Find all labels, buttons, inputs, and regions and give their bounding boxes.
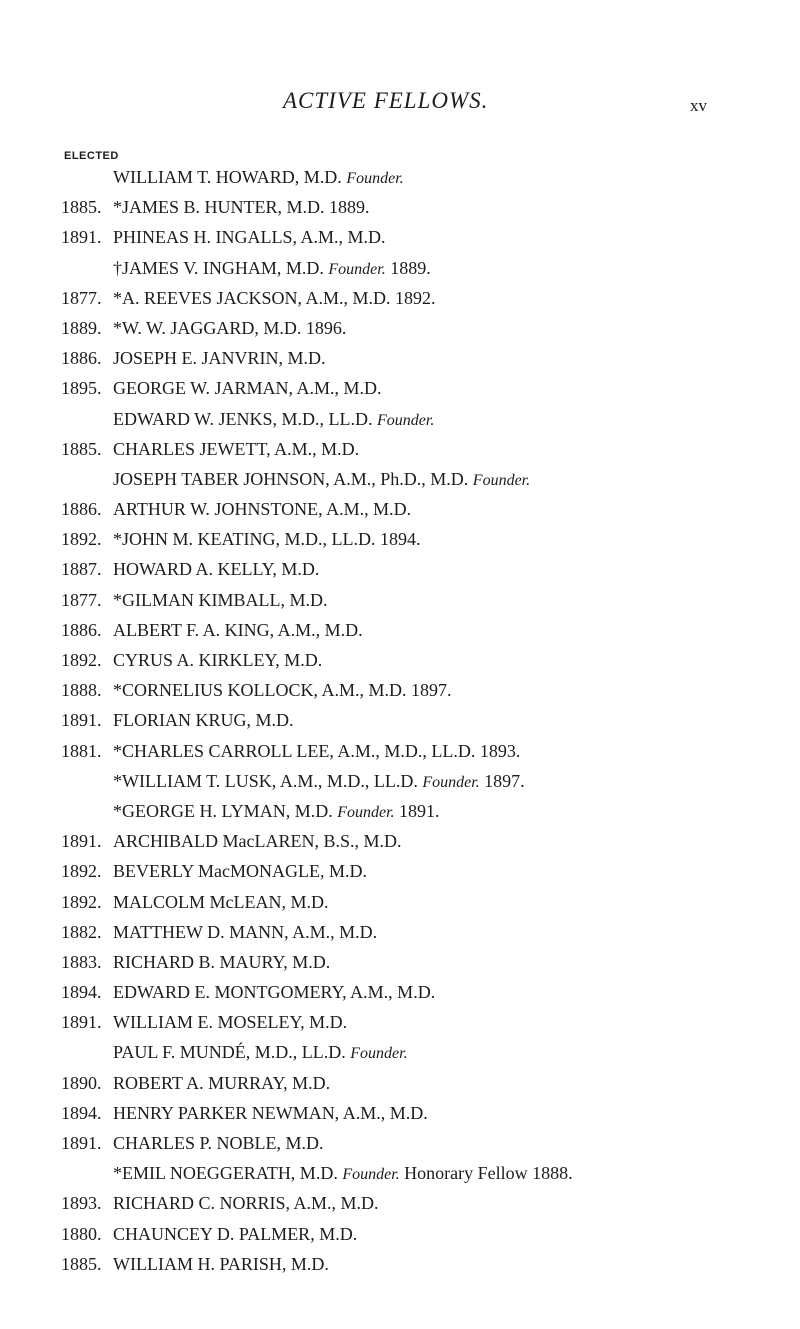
founder-note: Founder. (422, 773, 480, 791)
list-item (0, 404, 800, 434)
fellow-name: CHAUNCEY D. PALMER, M.D. (113, 1223, 358, 1244)
fellow-name: HOWARD A. KELLY, M.D. (113, 559, 320, 580)
fellow-entry (113, 887, 329, 917)
fellow-name: *GILMAN KIMBALL, M.D. (113, 589, 328, 610)
fellow-entry (113, 947, 330, 977)
list-item (0, 887, 800, 917)
elected-year: 1891. (61, 227, 102, 248)
fellow-entry (113, 705, 294, 735)
fellow-name: WILLIAM E. MOSELEY, M.D. (113, 1012, 348, 1033)
founder-note: Founder. (346, 170, 404, 187)
fellow-name: *JOHN M. KEATING, M.D., LL.D. 1894. (113, 529, 421, 550)
elected-year: 1892. (61, 861, 102, 882)
fellow-name: *JAMES B. HUNTER, M.D. 1889. (113, 197, 370, 218)
fellow-name: ARCHIBALD MacLAREN, B.S., M.D. (113, 831, 402, 852)
founder-note: Founder. (342, 1166, 400, 1184)
list-item (0, 645, 800, 675)
elected-year: 1885. (61, 197, 102, 218)
list-item (0, 554, 800, 584)
fellow-entry (113, 524, 421, 554)
fellow-entry (113, 162, 404, 194)
fellow-entry (113, 1128, 324, 1158)
fellow-name: PAUL F. MUNDÉ, M.D., LL.D. (113, 1042, 346, 1063)
fellow-entry (113, 313, 346, 343)
fellow-entry (113, 645, 322, 675)
fellow-name: JOSEPH TABER JOHNSON, A.M., Ph.D., M.D. (113, 468, 469, 489)
fellow-name: *CHARLES CARROLL LEE, A.M., M.D., LL.D. 1893. (113, 740, 521, 761)
fellow-name: RICHARD C. NORRIS, A.M., M.D. (113, 1193, 379, 1214)
fellow-entry (113, 796, 440, 828)
elected-column-label: ELECTED (64, 150, 119, 162)
founder-note: Founder. (350, 1045, 408, 1063)
elected-year: 1882. (61, 921, 102, 942)
elected-year: 1895. (61, 378, 102, 399)
fellow-entry (113, 856, 367, 886)
list-item (0, 1037, 800, 1067)
fellow-name: GEORGE W. JARMAN, A.M., M.D. (113, 378, 382, 399)
elected-year: 1888. (61, 680, 102, 701)
list-item (0, 856, 800, 886)
elected-year: 1891. (61, 1012, 102, 1033)
fellow-entry (113, 343, 326, 373)
fellow-name: WILLIAM T. HOWARD, M.D. (113, 167, 342, 187)
death-or-honor-note: 1897. (484, 770, 525, 791)
fellow-entry (113, 977, 435, 1007)
fellow-entry (113, 917, 377, 947)
fellow-name: ROBERT A. MURRAY, M.D. (113, 1072, 331, 1093)
fellow-entry (113, 1219, 357, 1249)
fellow-entry (113, 1249, 329, 1279)
fellow-entry (113, 192, 370, 222)
fellow-entry (113, 283, 436, 313)
running-title: ACTIVE FELLOWS. (283, 88, 489, 113)
list-item (0, 585, 800, 615)
death-or-honor-note: 1889. (390, 257, 431, 278)
list-item (0, 736, 800, 766)
list-item (0, 826, 800, 856)
list-item (0, 796, 800, 826)
list-item (0, 675, 800, 705)
founder-note: Founder. (377, 411, 435, 429)
fellow-entry (113, 736, 520, 766)
fellow-name: ARTHUR W. JOHNSTONE, A.M., M.D. (113, 499, 412, 520)
elected-year: 1877. (61, 589, 102, 610)
fellow-name: ALBERT F. A. KING, A.M., M.D. (113, 619, 363, 640)
fellow-name: *WILLIAM T. LUSK, A.M., M.D., LL.D. (113, 770, 418, 791)
fellow-name: PHINEAS H. INGALLS, A.M., M.D. (113, 227, 386, 248)
fellow-name: MATTHEW D. MANN, A.M., M.D. (113, 921, 378, 942)
fellow-name: CHARLES P. NOBLE, M.D. (113, 1133, 324, 1153)
elected-year: 1894. (61, 982, 102, 1003)
fellow-name: FLORIAN KRUG, M.D. (113, 710, 294, 731)
fellow-name: RICHARD B. MAURY, M.D. (113, 951, 331, 972)
fellow-name: EDWARD W. JENKS, M.D., LL.D. (113, 408, 373, 429)
fellow-entry (113, 1068, 330, 1098)
death-or-honor-note: 1891. (399, 800, 440, 821)
fellow-entry (113, 464, 530, 496)
elected-year: 1892. (61, 529, 102, 550)
list-item (0, 283, 800, 313)
list-item (0, 1068, 800, 1098)
fellow-entry (113, 253, 431, 285)
list-item (0, 1098, 800, 1128)
elected-year: 1891. (61, 1133, 102, 1153)
fellow-entry (113, 434, 359, 464)
fellow-entry (113, 1037, 408, 1069)
list-item (0, 313, 800, 343)
elected-year: 1885. (61, 1253, 102, 1274)
fellow-name: WILLIAM H. PARISH, M.D. (113, 1253, 329, 1274)
list-item (0, 253, 800, 283)
elected-year: 1885. (61, 438, 102, 459)
elected-year: 1887. (61, 559, 102, 580)
fellow-entry (113, 494, 411, 524)
death-or-honor-note: Honorary Fellow 1888. (404, 1163, 573, 1184)
fellow-entry (113, 1098, 428, 1128)
list-item (0, 494, 800, 524)
fellow-name: HENRY PARKER NEWMAN, A.M., M.D. (113, 1102, 428, 1123)
list-item (0, 1219, 800, 1249)
list-item (0, 1249, 800, 1279)
page-number: xv (690, 96, 707, 115)
fellow-entry (113, 1158, 573, 1190)
elected-year: 1892. (61, 891, 102, 912)
fellow-name: *EMIL NOEGGERATH, M.D. (113, 1163, 338, 1184)
elected-year: 1894. (61, 1102, 102, 1123)
founder-note: Founder. (472, 471, 531, 489)
fellow-name: *A. REEVES JACKSON, A.M., M.D. 1892. (113, 287, 436, 308)
list-item (0, 434, 800, 464)
fellow-entry (113, 766, 525, 798)
list-item (0, 162, 800, 192)
elected-year: 1886. (61, 619, 102, 640)
fellow-name: EDWARD E. MONTGOMERY, A.M., M.D. (113, 982, 436, 1003)
list-item (0, 705, 800, 735)
elected-year: 1893. (61, 1193, 102, 1214)
elected-year: 1886. (61, 348, 102, 369)
list-item (0, 373, 800, 403)
elected-year: 1892. (61, 650, 102, 670)
fellow-name: *W. W. JAGGARD, M.D. 1896. (113, 317, 347, 338)
fellow-name: †JAMES V. INGHAM, M.D. (113, 257, 324, 278)
list-item (0, 977, 800, 1007)
list-item (0, 1188, 800, 1218)
fellows-list (0, 162, 800, 1279)
fellow-name: JOSEPH E. JANVRIN, M.D. (113, 348, 326, 369)
fellow-entry (113, 1188, 379, 1218)
list-item (0, 464, 800, 494)
list-item (0, 917, 800, 947)
list-item (0, 1007, 800, 1037)
fellow-name: *CORNELIUS KOLLOCK, A.M., M.D. 1897. (113, 680, 452, 701)
elected-year: 1891. (61, 710, 102, 731)
list-item (0, 524, 800, 554)
elected-year: 1886. (61, 499, 102, 520)
elected-year: 1880. (61, 1223, 102, 1244)
fellow-entry (113, 1007, 347, 1037)
fellow-name: CYRUS A. KIRKLEY, M.D. (113, 650, 323, 670)
fellow-entry (113, 826, 402, 856)
list-item (0, 343, 800, 373)
elected-year: 1890. (61, 1072, 102, 1093)
fellow-entry (113, 585, 328, 615)
fellow-name: MALCOLM McLEAN, M.D. (113, 891, 329, 912)
list-item (0, 222, 800, 252)
list-item (0, 615, 800, 645)
list-item (0, 947, 800, 977)
founder-note: Founder. (337, 803, 395, 821)
elected-year: 1883. (61, 951, 102, 972)
elected-year: 1877. (61, 287, 102, 308)
fellow-entry (113, 222, 386, 252)
list-item (0, 766, 800, 796)
list-item (0, 1158, 800, 1188)
fellow-name: CHARLES JEWETT, A.M., M.D. (113, 438, 360, 459)
fellow-name: BEVERLY MacMONAGLE, M.D. (113, 861, 368, 882)
fellow-entry (113, 404, 434, 436)
fellow-entry (113, 554, 319, 584)
founder-note: Founder. (328, 260, 386, 278)
fellow-name: *GEORGE H. LYMAN, M.D. (113, 800, 333, 821)
list-item (0, 1128, 800, 1158)
fellow-entry (113, 615, 363, 645)
elected-year: 1881. (61, 740, 102, 761)
elected-year: 1891. (61, 831, 102, 852)
fellow-entry (113, 373, 382, 403)
elected-year: 1889. (61, 317, 102, 338)
page-header (0, 88, 800, 118)
fellow-entry (113, 675, 452, 705)
list-item (0, 192, 800, 222)
